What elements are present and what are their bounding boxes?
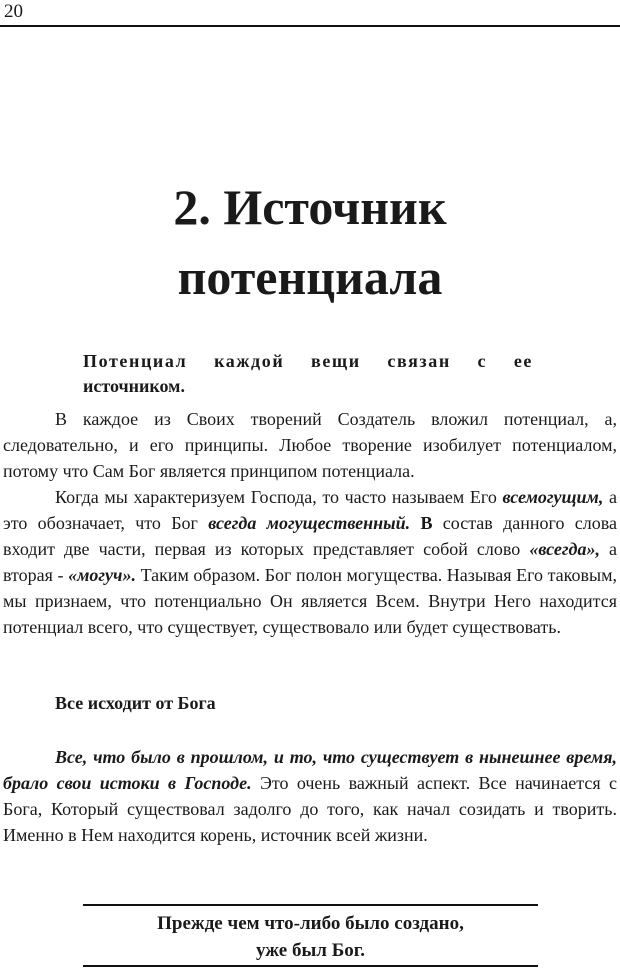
pull-quote	[83, 910, 538, 964]
text-run: всемогущим,	[502, 487, 604, 507]
paragraph	[3, 484, 617, 640]
paragraph	[3, 406, 617, 484]
text-run: В каждое из Своих творений Создатель вложил потенциал, а, следовательно, и его принципы. Любое творение изобилует потенциалом, потому что Сам Бог является принципом потенциала.	[3, 409, 617, 481]
chapter-title	[0, 172, 620, 312]
chapter-title-line2: потенциала	[177, 249, 443, 305]
section-body-text	[3, 744, 617, 848]
text-run: Это очень важный аспект. Все начинается с Бога, Который существовал задолго до того, как начал созидать и творить. Именно в Нем находится корень, источник всей жизни.	[3, 773, 618, 845]
epigraph	[83, 349, 533, 399]
text-run: всегда могущественный.	[208, 513, 411, 533]
body-text	[3, 406, 617, 640]
text-run: состав данного слова входит две части, первая из которых представляет собой слово	[3, 513, 617, 559]
pull-quote-line2: уже был Бог.	[256, 940, 365, 961]
quote-rule-top	[83, 904, 538, 906]
text-run: Таким образом. Бог полон могущества. Называя Его таковым, мы признаем, что потенциально Он является Всем. Внутри Него находится потенциал всего, что существует, существовало или будет существовать.	[3, 565, 617, 637]
text-run: Все, что было в прошлом, и то, что существует в нынешнее время, брало свои истоки в Господе.	[3, 747, 617, 793]
text-run: а это обозначает, что Бог	[3, 487, 617, 533]
header-rule	[0, 25, 620, 27]
section-heading: Все исходит от Бога	[55, 693, 216, 713]
chapter-title-line1: 2. Источник	[173, 179, 447, 235]
page-number: 20	[4, 1, 23, 22]
paragraph	[3, 744, 617, 848]
text-run: «всегда»,	[529, 539, 600, 559]
text-run: а вторая -	[3, 539, 617, 585]
text-run: В	[410, 513, 433, 533]
quote-rule-bottom	[83, 965, 538, 967]
pull-quote-line1: Прежде чем что-либо было создано,	[157, 913, 464, 934]
text-run: Когда мы характеризуем Господа, то часто называем Его	[55, 487, 503, 507]
epigraph-line1: Потенциал каждой вещи связан с ее	[83, 351, 533, 371]
text-run: «могуч».	[68, 565, 136, 585]
epigraph-line2: источником.	[83, 376, 185, 396]
